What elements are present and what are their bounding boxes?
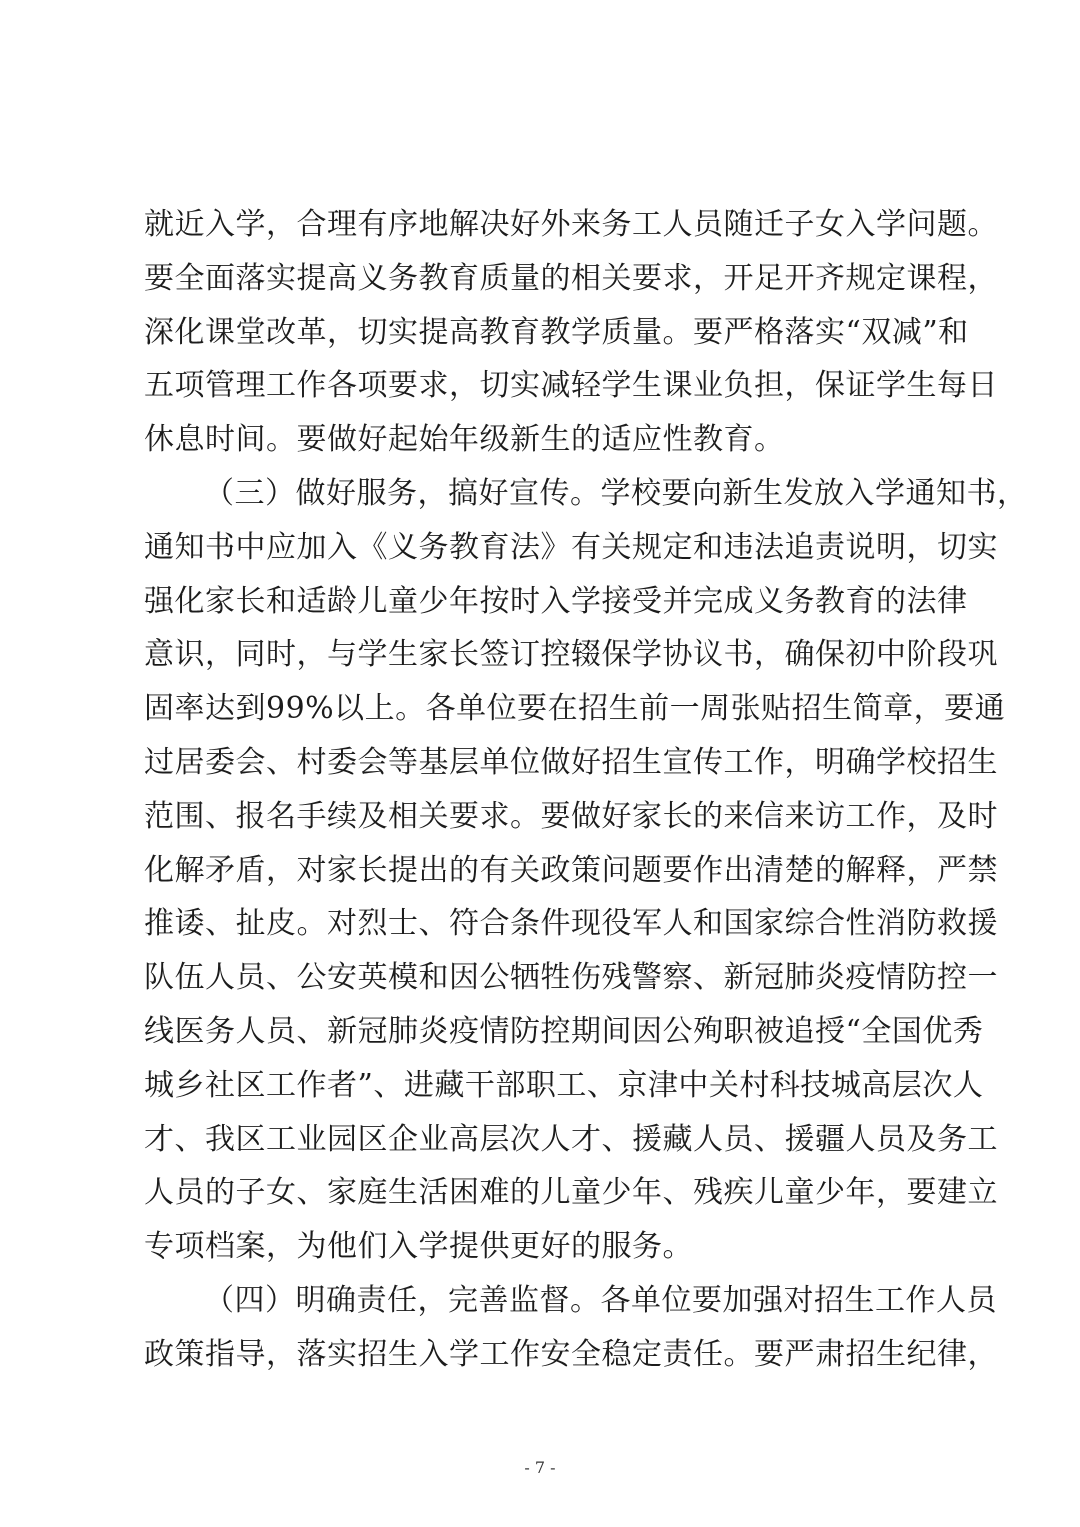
text-line: 城乡社区工作者”、进藏干部职工、京津中关村科技城高层次人 [144,1067,984,1103]
text-line: 固率达到99%以上。各单位要在招生前一周张贴招生简章，要通 [144,691,1006,727]
text-line: 意识，同时，与学生家长签订控辍保学协议书，确保初中阶段巩 [144,637,998,673]
page-number: - 7 - [524,1458,556,1477]
text-line: 推诿、扯皮。对烈士、符合条件现役军人和国家综合性消防救援 [144,906,998,942]
text-line: 队伍人员、公安英模和因公牺牲伤残警察、新冠肺炎疫情防控一 [144,960,998,996]
text-line: 就近入学，合理有序地解决好外来务工人员随迁子女入学问题。 [144,207,998,242]
text-line: 休息时间。要做好起始年级新生的适应性教育。 [144,422,785,458]
text-line: 深化课堂改革，切实提高教育教学质量。要严格落实“双减”和 [144,314,969,350]
text-line: 线医务人员、新冠肺炎疫情防控期间因公殉职被追授“全国优秀 [144,1013,984,1049]
text-line: 要全面落实提高义务教育质量的相关要求，开足开齐规定课程， [144,260,998,296]
text-line: 通知书中应加入《义务教育法》有关规定和违法追责说明，切实 [144,529,998,565]
text-line: 政策指导，落实招生入学工作安全稳定责任。要严肃招生纪律， [144,1336,998,1372]
text-line: 强化家长和适龄儿童少年按时入学接受并完成义务教育的法律 [144,583,968,619]
text-line: 范围、报名手续及相关要求。要做好家长的来信来访工作，及时 [144,798,998,834]
body-text [144,198,1028,1382]
section-heading-line: （四）明确责任，完善监督。各单位要加强对招生工作人员 [204,1282,997,1318]
text-line: 五项管理工作各项要求，切实减轻学生课业负担，保证学生每日 [144,368,998,404]
text-line: 才、我区工业园区企业高层次人才、援藏人员、援疆人员及务工 [144,1121,998,1157]
section-heading-line: （三）做好服务，搞好宣传。学校要向新生发放入学通知书， [204,475,1028,511]
text-line: 化解矛盾，对家长提出的有关政策问题要作出清楚的解释，严禁 [144,852,998,888]
text-line: 专项档案，为他们入学提供更好的服务。 [144,1229,693,1265]
text-line: 人员的子女、家庭生活困难的儿童少年、残疾儿童少年，要建立 [144,1175,998,1211]
text-line: 过居委会、村委会等基层单位做好招生宣传工作，明确学校招生 [144,744,998,780]
